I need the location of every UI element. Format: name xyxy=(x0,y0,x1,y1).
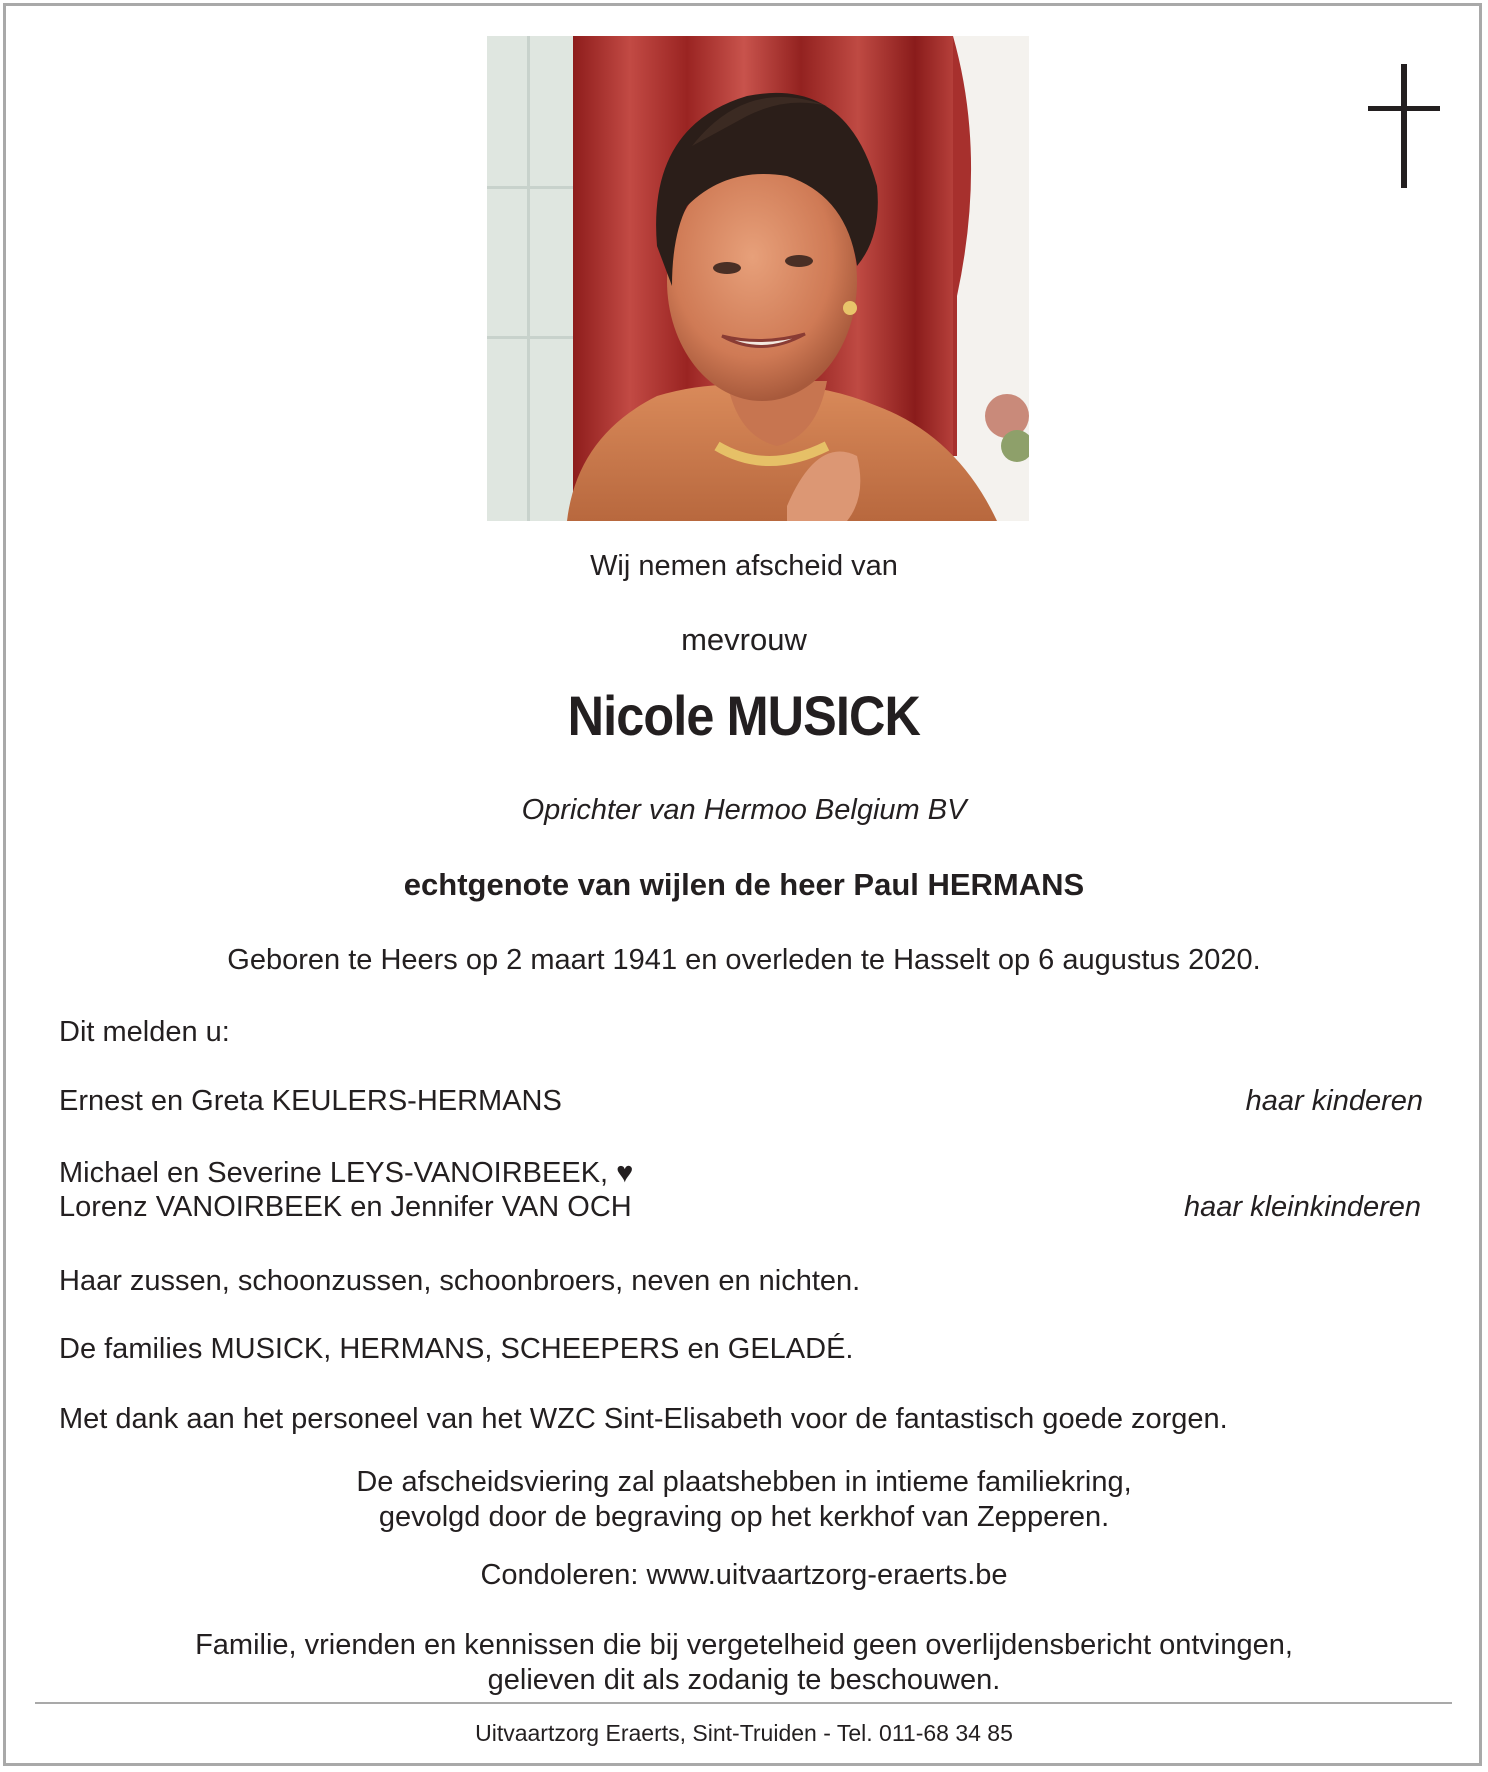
siblings-line: Haar zussen, schoonzussen, schoonbroers, neven en nichten. xyxy=(59,1265,861,1297)
ceremony-line-1: De afscheidsviering zal plaatshebben in intieme familiekring, xyxy=(356,1466,1132,1498)
portrait-photo xyxy=(487,36,1029,521)
footer-divider xyxy=(35,1702,1452,1704)
reported-by-label: Dit melden u: xyxy=(59,1016,230,1048)
ceremony-line-2: gevolgd door de begraving op het kerkhof van Zepperen. xyxy=(378,1501,1110,1533)
families-line: De families MUSICK, HERMANS, SCHEEPERS en GELADÉ. xyxy=(59,1333,854,1365)
spouse-line: echtgenote van wijlen de heer Paul HERMANS xyxy=(403,867,1085,902)
intro-text: Wij nemen afscheid van xyxy=(590,550,898,582)
notice-line-2: gelieven dit als zodanig te beschouwen. xyxy=(487,1664,1001,1696)
thanks-line: Met dank aan het personeel van het WZC Sint-Elisabeth voor de fantastisch goede zorgen. xyxy=(59,1403,1228,1435)
deceased-subtitle: Oprichter van Hermoo Belgium BV xyxy=(521,794,967,826)
cross-icon xyxy=(1368,64,1440,188)
honorific: mevrouw xyxy=(681,622,807,657)
deceased-name: Nicole MUSICK xyxy=(567,684,920,747)
birth-death-line: Geboren te Heers op 2 maart 1941 en overleden te Hasselt op 6 augustus 2020. xyxy=(227,944,1261,976)
children-names: Ernest en Greta KEULERS-HERMANS xyxy=(59,1085,562,1117)
funeral-home-footer: Uitvaartzorg Eraerts, Sint-Truiden - Tel. 011-68 34 85 xyxy=(475,1720,1013,1746)
children-role: haar kinderen xyxy=(1245,1085,1423,1117)
grandchildren-line-1: Michael en Severine LEYS-VANOIRBEEK, ♥ xyxy=(59,1157,634,1189)
grandchildren-line-2: Lorenz VANOIRBEEK en Jennifer VAN OCH xyxy=(59,1191,632,1223)
grandchildren-role: haar kleinkinderen xyxy=(1184,1191,1421,1223)
notice-line-1: Familie, vrienden en kennissen die bij vergetelheid geen overlijdensbericht ontvingen, xyxy=(195,1629,1293,1661)
condolences-link[interactable]: Condoleren: www.uitvaartzorg-eraerts.be xyxy=(480,1559,1008,1591)
